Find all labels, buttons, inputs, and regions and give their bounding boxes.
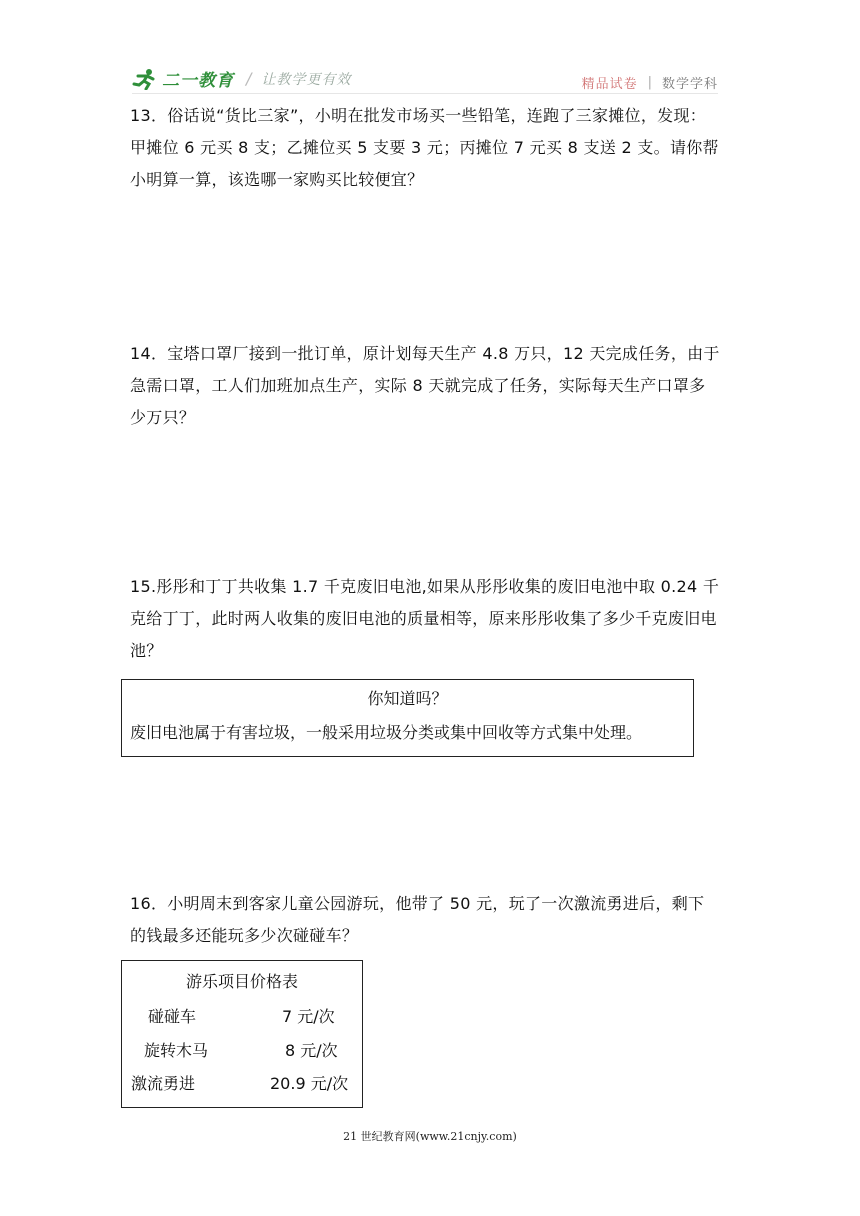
header-tag-divider: | bbox=[647, 75, 652, 90]
did-you-know-title: 你知道吗？ bbox=[367, 689, 448, 708]
ride-price: 7 元/次 bbox=[282, 1007, 335, 1026]
header-separator: / bbox=[246, 69, 252, 88]
runner-logo-icon bbox=[132, 68, 158, 90]
header-divider bbox=[132, 93, 718, 94]
page-header bbox=[0, 0, 860, 100]
did-you-know-box bbox=[121, 679, 694, 757]
header-tags bbox=[582, 73, 718, 92]
ride-price: 8 元/次 bbox=[285, 1041, 338, 1060]
question-13: 13．俗话说“货比三家”，小明在批发市场买一些铅笔，连跑了三家摊位，发现：甲摊位 6 元买 8 支；乙摊位买 5 支要 3 元；丙摊位 7 元买 8 支送 2 支。请你帮小明算一算，该选哪一家购买比较便宜？ bbox=[130, 106, 719, 189]
question-15: 15.彤彤和丁丁共收集 1.7 千克废旧电池,如果从彤彤收集的废旧电池中取 0.24 千克给丁丁，此时两人收集的废旧电池的质量相等，原来彤彤收集了多少千克废旧电池？ bbox=[130, 577, 720, 660]
ride-name: 碰碰车 bbox=[148, 1007, 197, 1026]
ride-name: 激流勇进 bbox=[131, 1074, 196, 1093]
header-tag-quality: 精品试卷 bbox=[581, 77, 638, 92]
price-table bbox=[121, 960, 363, 1108]
question-16: 16．小明周末到客家儿童公园游玩，他带了 50 元，玩了一次激流勇进后，剩下的钱最多还能玩多少次碰碰车？ bbox=[130, 894, 705, 945]
brand-slogan: 让教学更有效 bbox=[261, 71, 352, 88]
brand-logo bbox=[132, 66, 351, 91]
question-14: 14．宝塔口罩厂接到一批订单，原计划每天生产 4.8 万只，12 天完成任务，由于急需口罩，工人们加班加点生产，实际 8 天就完成了任务，实际每天生产口罩多少万只？ bbox=[130, 344, 720, 427]
header-tag-subject: 数学学科 bbox=[661, 77, 718, 92]
price-table-title: 游乐项目价格表 bbox=[185, 972, 298, 991]
did-you-know-body: 废旧电池属于有害垃圾，一般采用垃圾分类或集中回收等方式集中处理。 bbox=[130, 723, 643, 742]
ride-price: 20.9 元/次 bbox=[270, 1074, 349, 1093]
brand-name: 二一教育 bbox=[162, 71, 234, 91]
page-footer: 21 世纪教育网(www.21cnjy.com) bbox=[343, 1130, 517, 1143]
ride-name: 旋转木马 bbox=[144, 1041, 209, 1060]
